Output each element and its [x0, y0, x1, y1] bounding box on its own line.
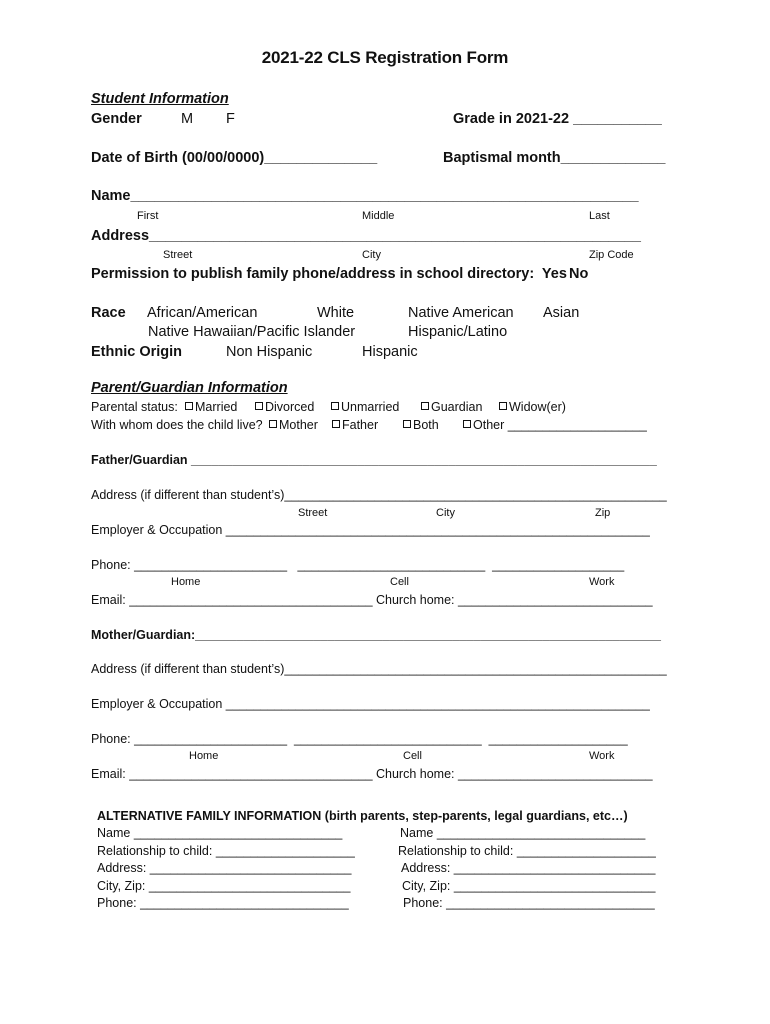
status-divorced-option[interactable]: Divorced	[255, 400, 314, 414]
status-widow-option[interactable]: Widow(er)	[499, 400, 566, 414]
father-street-caption: Street	[298, 507, 328, 519]
alt-left-address-field[interactable]: Address: _____________________________	[97, 861, 352, 875]
father-phone-work-caption: Work	[589, 576, 615, 588]
directory-permission-no[interactable]: No	[569, 266, 589, 282]
mother-email-church-field[interactable]: Email: ___________________________________ Church home: ____________________________	[91, 767, 653, 781]
mother-phone-work-caption: Work	[589, 750, 615, 762]
race-hawaiian-pacific[interactable]: Native Hawaiian/Pacific Islander	[148, 324, 356, 340]
lives-other-option[interactable]: Other ____________________	[463, 418, 647, 432]
race-native-american[interactable]: Native American	[408, 305, 514, 321]
name-field[interactable]: Name_______________________________________________________________	[91, 188, 639, 204]
alt-family-heading: ALTERNATIVE FAMILY INFORMATION (birth parents, step-parents, legal guardians, etc…)	[97, 809, 628, 823]
address-city-caption: City	[362, 249, 381, 261]
name-first-caption: First	[137, 210, 159, 222]
alt-right-city-zip-field[interactable]: City, Zip: _____________________________	[402, 879, 656, 893]
checkbox-icon	[255, 402, 263, 410]
gender-option-f[interactable]: F	[226, 111, 235, 127]
checkbox-icon	[185, 402, 193, 410]
parental-status-label: Parental status:	[91, 400, 178, 414]
alt-left-city-zip-field[interactable]: City, Zip: _____________________________	[97, 879, 351, 893]
gender-option-m[interactable]: M	[181, 111, 194, 127]
checkbox-icon	[331, 402, 339, 410]
race-white[interactable]: White	[317, 305, 355, 321]
ethnic-hispanic[interactable]: Hispanic	[362, 344, 418, 360]
alt-left-name-field[interactable]: Name ______________________________	[97, 826, 343, 840]
name-middle-caption: Middle	[362, 210, 395, 222]
checkbox-icon	[499, 402, 507, 410]
race-african-american[interactable]: African/American	[147, 305, 258, 321]
mother-employer-field[interactable]: Employer & Occupation _____________________________________________________________	[91, 697, 650, 711]
father-city-caption: City	[436, 507, 455, 519]
race-hispanic-latino[interactable]: Hispanic/Latino	[408, 324, 508, 340]
student-info-heading: Student Information	[91, 91, 229, 107]
father-address-field[interactable]: Address (if different than student’s)_______________________________________________________	[91, 488, 667, 502]
father-phone-home-caption: Home	[171, 576, 201, 588]
grade-field[interactable]: Grade in 2021-22 ___________	[453, 111, 662, 127]
mother-phone-cell-caption: Cell	[403, 750, 422, 762]
father-phone-cell-caption: Cell	[390, 576, 409, 588]
mother-guardian-field[interactable]: Mother/Guardian:___________________________________________________________________	[91, 628, 661, 642]
race-asian[interactable]: Asian	[543, 305, 580, 321]
address-field[interactable]: Address_____________________________________________________________	[91, 228, 641, 244]
status-married-option[interactable]: Married	[185, 400, 237, 414]
alt-left-phone-field[interactable]: Phone: ______________________________	[97, 896, 349, 910]
checkbox-icon	[332, 420, 340, 428]
status-unmarried-option[interactable]: Unmarried	[331, 400, 399, 414]
name-last-caption: Last	[589, 210, 610, 222]
address-zip-caption: Zip Code	[589, 249, 634, 261]
checkbox-icon	[269, 420, 277, 428]
parent-info-heading: Parent/Guardian Information	[91, 380, 288, 396]
lives-mother-option[interactable]: Mother	[269, 418, 318, 432]
father-zip-caption: Zip	[595, 507, 611, 519]
alt-right-name-field[interactable]: Name ______________________________	[400, 826, 646, 840]
father-phone-field[interactable]: Phone: ______________________ ___________________________ ___________________	[91, 558, 625, 572]
father-guardian-field[interactable]: Father/Guardian ___________________________________________________________________	[91, 453, 657, 467]
lives-both-option[interactable]: Both	[403, 418, 439, 432]
directory-permission-yes[interactable]: Permission to publish family phone/address in school directory: Yes	[91, 266, 567, 282]
address-street-caption: Street	[163, 249, 193, 261]
mother-address-field[interactable]: Address (if different than student’s)_______________________________________________________	[91, 662, 667, 676]
lives-father-option[interactable]: Father	[332, 418, 378, 432]
ethnic-origin-label: Ethnic Origin	[91, 344, 183, 360]
alt-right-phone-field[interactable]: Phone: ______________________________	[403, 896, 655, 910]
mother-phone-field[interactable]: Phone: ______________________ ___________________________ ____________________	[91, 732, 628, 746]
father-email-church-field[interactable]: Email: ___________________________________ Church home: ____________________________	[91, 593, 653, 607]
gender-label: Gender	[91, 111, 142, 127]
checkbox-icon	[403, 420, 411, 428]
dob-field[interactable]: Date of Birth (00/00/0000)______________	[91, 150, 378, 166]
checkbox-icon	[463, 420, 471, 428]
checkbox-icon	[421, 402, 429, 410]
alt-right-address-field[interactable]: Address: _____________________________	[401, 861, 656, 875]
alt-right-relationship-field[interactable]: Relationship to child: ____________________	[398, 844, 656, 858]
alt-left-relationship-field[interactable]: Relationship to child: ____________________	[97, 844, 355, 858]
race-label: Race	[91, 305, 126, 321]
ethnic-non-hispanic[interactable]: Non Hispanic	[226, 344, 313, 360]
form-title: 2021-22 CLS Registration Form	[261, 48, 509, 67]
father-employer-field[interactable]: Employer & Occupation _____________________________________________________________	[91, 523, 650, 537]
mother-phone-home-caption: Home	[189, 750, 219, 762]
baptismal-month-field[interactable]: Baptismal month_____________	[443, 150, 666, 166]
child-lives-with-label: With whom does the child live?	[91, 418, 263, 432]
status-guardian-option[interactable]: Guardian	[421, 400, 482, 414]
